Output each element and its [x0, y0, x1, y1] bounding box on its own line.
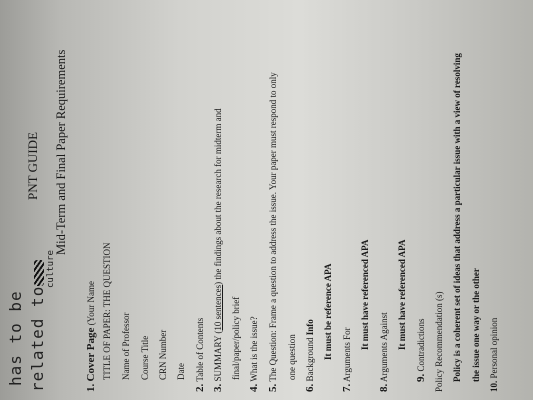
- item-5-number: 5.: [267, 383, 279, 392]
- item-3-pre: SUMMARY (: [213, 330, 223, 382]
- item-1-line-e: Date: [176, 363, 186, 380]
- handwritten-note-line1: has to be: [6, 290, 25, 386]
- item-5-text: The Question: Frame a question to address the issue. Your paper must respond to only: [268, 72, 278, 382]
- handwritten-note-insert: culture: [46, 250, 56, 288]
- item-10-number: 10.: [489, 380, 499, 392]
- item-1-note: (Your Name: [86, 281, 96, 326]
- item-7-number: 7.: [341, 383, 353, 392]
- item-1-number: 1.: [85, 383, 97, 392]
- item-3-post: ) the findings about the research for midterm and: [213, 108, 223, 285]
- item-1-line-b: Name of Professor: [121, 312, 131, 380]
- item-6-bold: Info: [305, 319, 315, 336]
- item-2: [195, 318, 205, 392]
- item-6-text: Background: [305, 337, 315, 382]
- item-4-number: 4.: [248, 383, 260, 392]
- item-4-text: What is the issue?: [249, 316, 259, 382]
- item-6-number: 6.: [304, 383, 316, 392]
- item-6-sub: It must be reference APA: [323, 263, 333, 360]
- item-3-underlined: 10 sentences: [213, 284, 223, 331]
- item-8-text: Arguments Against: [379, 312, 389, 382]
- item-9-text: Contradictions: [416, 318, 426, 372]
- item-9: [416, 319, 426, 383]
- item-4: [249, 316, 259, 392]
- guide-title: PNT GUIDE: [25, 131, 40, 200]
- item-10-text: Personal opinion: [489, 317, 499, 379]
- item-1-title: Cover Page: [85, 327, 97, 382]
- policy-label: Policy Recommendation (s): [434, 291, 444, 392]
- item-3-number: 3.: [212, 383, 224, 392]
- item-3-cont: final/paper/policy brief: [231, 296, 241, 380]
- item-9-number: 9.: [415, 373, 427, 382]
- item-1-line-d: CRN Number: [158, 329, 168, 380]
- item-5-cont: one question: [287, 334, 297, 380]
- item-6: [305, 319, 315, 392]
- item-7-sub: It must have referenced APA: [360, 239, 370, 350]
- item-1-line-c: Course Title: [140, 335, 150, 380]
- item-1-line-a: TITLE OF PAPER: THE QUESTION: [102, 242, 112, 380]
- item-7: [342, 327, 352, 392]
- item-2-number: 2.: [194, 383, 206, 392]
- item-7-text: Arguments For: [342, 327, 352, 382]
- item-8-sub: It must have referenced APA: [397, 239, 407, 350]
- item-10: [489, 318, 499, 392]
- handwritten-note-line2: related to: [28, 285, 47, 392]
- item-2-text: Table of Contents: [195, 317, 205, 382]
- policy-definition: Policy is a coherent set of ideas that address a particular issue with a view of resolving: [452, 53, 462, 382]
- page-heading: Mid-Term and Final Paper Requirements: [54, 49, 68, 255]
- item-8-number: 8.: [378, 383, 390, 392]
- item-8: [379, 312, 389, 392]
- item-5: [268, 72, 278, 392]
- item-3: [213, 108, 223, 392]
- item-1: [86, 281, 96, 392]
- policy-definition-cont: the issue one way or the other: [471, 268, 481, 382]
- scribbled-out-word: [34, 260, 44, 286]
